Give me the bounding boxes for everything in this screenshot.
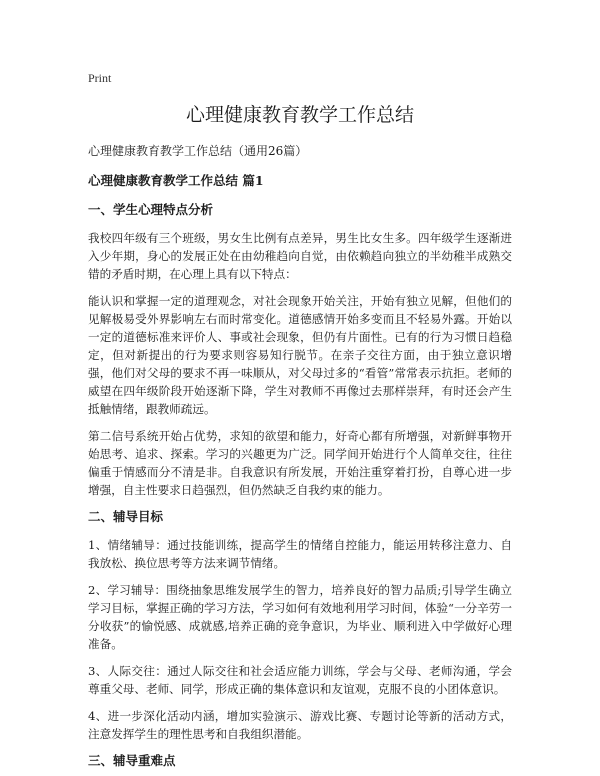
paragraph: 第二信号系统开始占优势，求知的欲望和能力，好奇心都有所增强，对新鲜事物开始思考、追求、探索。学习的兴趣更为广泛。同学间开始进行个人简单交往，往往偏重于情感而分不清是非。自我意识有所发展，开始注重穿着打扮，自尊心进一步增强，自主性要求日趋强烈，但仍然缺乏自我约束的能力。 <box>88 429 512 497</box>
paragraph: 3、人际交往：通过人际交往和社会适应能力训练，学会与父母、老师沟通，学会尊重父母、老师、同学，形成正确的集体意识和友谊观，克服不良的小团体意识。 <box>88 664 512 696</box>
section-heading-analysis: 一、学生心理特点分析 <box>88 202 214 217</box>
section-heading-key-points: 三、辅导重难点 <box>88 753 176 768</box>
paragraph: 我校四年级有三个班级，男女生比例有点差异，男生比女生多。四年级学生逐渐进入少年期，身心的发展正处在由幼稚趋向自觉，由依赖趋向独立的半幼稚半成熟交错的矛盾时期，在心理上具有以下特点： <box>88 231 512 281</box>
page-title: 心理健康教育教学工作总结 <box>185 104 414 126</box>
document-subtitle: 心理健康教育教学工作总结（通用26篇） <box>88 144 308 158</box>
paragraph: 1、情绪辅导：通过技能训练，提高学生的情绪自控能力，能运用转移注意力、自我放松、换位思考等方法来调节情绪。 <box>88 538 512 570</box>
paragraph: 4、进一步深化活动内涵，增加实验演示、游戏比赛、专题讨论等新的活动方式，注意发挥学生的理性思考和自我组织潜能。 <box>88 709 512 741</box>
paragraph: 2、学习辅导：围绕抽象思维发展学生的智力，培养良好的智力品质;引导学生确立学习目标，掌握正确的学习方法，学习如何有效地利用学习时间，体验“一分辛劳一分收获”的愉悦感、成就感,培养正确的竞争意识，为毕业、顺利进入中学做好心理准备。 <box>88 583 512 651</box>
print-label[interactable]: Print <box>88 71 112 85</box>
article-title: 心理健康教育教学工作总结 篇1 <box>88 173 264 188</box>
section-heading-goals: 二、辅导目标 <box>88 509 164 524</box>
paragraph: 能认识和掌握一定的道理观念，对社会现象开始关注，开始有独立见解，但他们的见解极易受外界影响左右而时常变化。道德感情开始多变而且不轻易外露。开始以一定的道德标准来评价人、事或社会现象，但仍有片面性。已有的行为习惯日趋稳定，但对新提出的行为要求则容易知行脱节。在亲子交往方面，由于独立意识增强，他们对父母的要求不再一味顺从，对父母过多的“看管”常常表示抗拒。老师的威望在四年级阶段开始逐渐下降，学生对教师不再像过去那样崇拜，有时还会产生抵触情绪，跟教师疏远。 <box>88 294 512 416</box>
